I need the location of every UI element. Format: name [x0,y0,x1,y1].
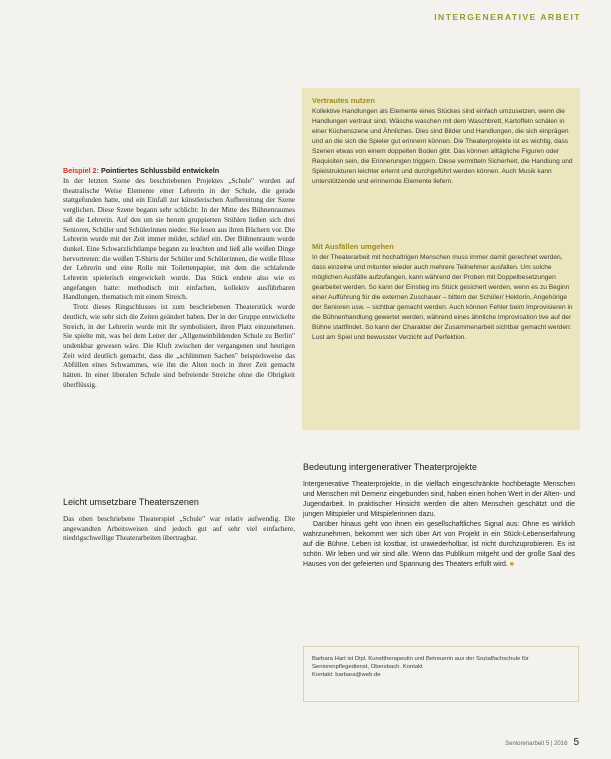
sidebar-box [302,88,580,430]
body-paragraph [303,520,575,570]
page-number: 5 [573,737,579,748]
body-paragraph: Das oben beschriebene Theaterspiel „Schule" war relativ aufwendig. Die angewandten Arbeitsweisen sind jedoch gut auf sehr viel einfachere, niedrigschwellige Theaterarbeiten übertragbar. [63,515,295,543]
author-text [312,655,570,679]
sidebar-heading: Mit Ausfällen umgehen [312,242,394,251]
section-leicht [63,497,295,544]
right-column [303,462,575,570]
paragraph-text: Darüber hinaus geht von ihnen ein gesellschaftliches Signal aus: Ohne es wirklich wahrzunehmen, bekommt wer sich über Art von Projekt in ein Stück-Lebenserfahrung auf die Bühne. Leben ist kostbar, ist unwiederholbar, ist nicht durchzuprobieren. Es ist schön. Wir leben und wir sind alle. Wenn das Publikum mitgeht und der große Saal des Hauses von der gefeierten und Spannung des Theaters erfüllt wird. [303,521,575,568]
example-number: Beispiel 2: [63,166,99,175]
body-paragraph: Trotz dieses Ringschlusses ist zum beschriebenen Theaterstück wurde deutlich, wie sehr sich die Zeiten geändert haben. Der in der Gruppe entwickelte Streich, in der Lehrerin wurde mit ihr symbolisiert, ihren Platz einzunehmen. Sie spielte mit, was bei dem Leiter der „Allgemeinbildenden Schule zu Berlin" undenkbar gewesen wäre. Die Kluft zwischen der vergangenen und heutigen Zeit wird deutlich gemacht, dass die „schlimmen Sachen" beispielsweise das Abfüllen eines Schwammes, wie ihn die Alten noch in ihrer Zeit gemacht hätten. In einer liberalen Schule sind befreiende Streiche ohne die Obrigkeit überflüssig. [63,303,295,389]
author-bio: Barbara Hart ist Dipl. Kunsttherapeutin und Betreuerin aus der Sozialfachschule für Seniorenpflegedienst, Obersbach. Kontakt [312,656,529,670]
sidebar-text: In der Theaterarbeit mit hochaltrigen Menschen muss immer damit gerechnet werden, dass einzelne und mitunter wieder auch mehrere Teilnehmer ausfallen. Um solche möglichen Ausfälle aufzufangen, kann während der Proben mit Doppelbesetzungen gearbeitet werden. So kann der Einstieg ins Stück gesichert werden, wenn es zu Beginn einer Aufführung für die externen Zuschauer – bittem der Schüler/ Hektorin, Angehörige der Senioren usw. – sichtbar gemacht werden. Auch können Fehler beim Improvisieren in die Bühnenhandlung gewertet werden, während eines ähnliche Improvisation live auf der Bühne stattfindet. So kann der Charakter der Zusammenarbeit sichtbar gemacht werden: Lust am Spiel und bewusster Verzicht auf Perfektion. [312,254,573,341]
section-heading: Leicht umsetzbare Theaterszenen [63,497,199,507]
section-heading: Bedeutung intergenerativer Theaterprojekte [303,462,477,472]
body-paragraph: Intergenerative Theaterprojekte, in die vielfach eingeschränkte hochbetagte Menschen und Menschen mit Demenz eingebunden sind, haben einen hohen Wert in der Alten- und Jugendarbeit. In praktischer Hinsicht werden die alten Menschen geschätzt und die jungen Mitspieler und Mitspielerinnen dazu. [303,481,575,518]
author-box [303,646,579,702]
body-paragraph: In der letzten Szene des beschriebenen Projektes „Schule" wurden auf theatralische Weise Elemente einer Lehrerin in der Schule, die gerade stattgefunden hatte, und ein Einfall zur künstlerischen Aufbereitung der Szene verglichen. Diese Szene begann sehr schlicht: In der Mitte des Bühnenraumes saß die Lehrerin. Auf den um sie herum gruppierten Stühlen ließen sich drei Senioren, Schüler und Schülerinnen nieder. Sie lesen aus ihren Büchern vor. Die Lehrerin wurde mit der Zeit immer müder, schlief ein. Der Bühnenraum wurde dunkel. Eine Schwarzlichtlampe begann zu leuchten und ließ alle weißen Dinge hervortreten: die weißen T-Shirts der Schüler und Schülerinnen, die weiße Bluse der Lehrerin und eine Rolle mit Toilettenpapier, mit dem die schlafende Lehrerin spielerisch eingewickelt wurde. Das Stück endete also wie es angefangen hatte: methodisch mit einfachen, kollektiv ausführbaren Handlungen, thematisch mit einem Streich. [63,177,295,302]
magazine-name: Seniorenarbeit 5 | 2016 [505,741,568,747]
footer [505,737,579,748]
sidebar-text: Kollektive Handlungen als Elemente eines Stückes sind einfach umzusetzen, wenn die Handlungen vertraut sind. Wäsche waschen mit dem Waschbrett, Kartoffeln schälen in einer Küchenszene und Ähnliches. Dies sind Bilder und Handlungen, die sich einprägen und an die sich die Spieler gut erinnern können. Die Theaterprojekte ist es wichtig, dass Szenen etwas von einem doppelten Boden gibt. Das können alltägliche Figuren oder Requisiten sein, die Erinnerungen triggern. Diese vermitteln Sicherheit, die Handlung und Spielstrukturen leichter erlernt und durchgeführt werden können. Auch Musik kann unterstützende und erinnernde Elemente liefern. [312,108,573,185]
sidebar-heading: Vertrautes nutzen [312,96,375,105]
example-title: Pointiertes Schlussbild entwickeln [100,166,220,175]
end-mark-icon: ■ [509,561,514,568]
sidebar-block-ausfaelle [312,242,574,343]
left-column [63,166,295,390]
sidebar-block-vertrautes [312,96,574,187]
example-label [63,166,295,175]
author-contact: Kontakt: barbara@web.de [312,672,381,678]
section-tag: INTERGENERATIVE ARBEIT [434,12,581,22]
